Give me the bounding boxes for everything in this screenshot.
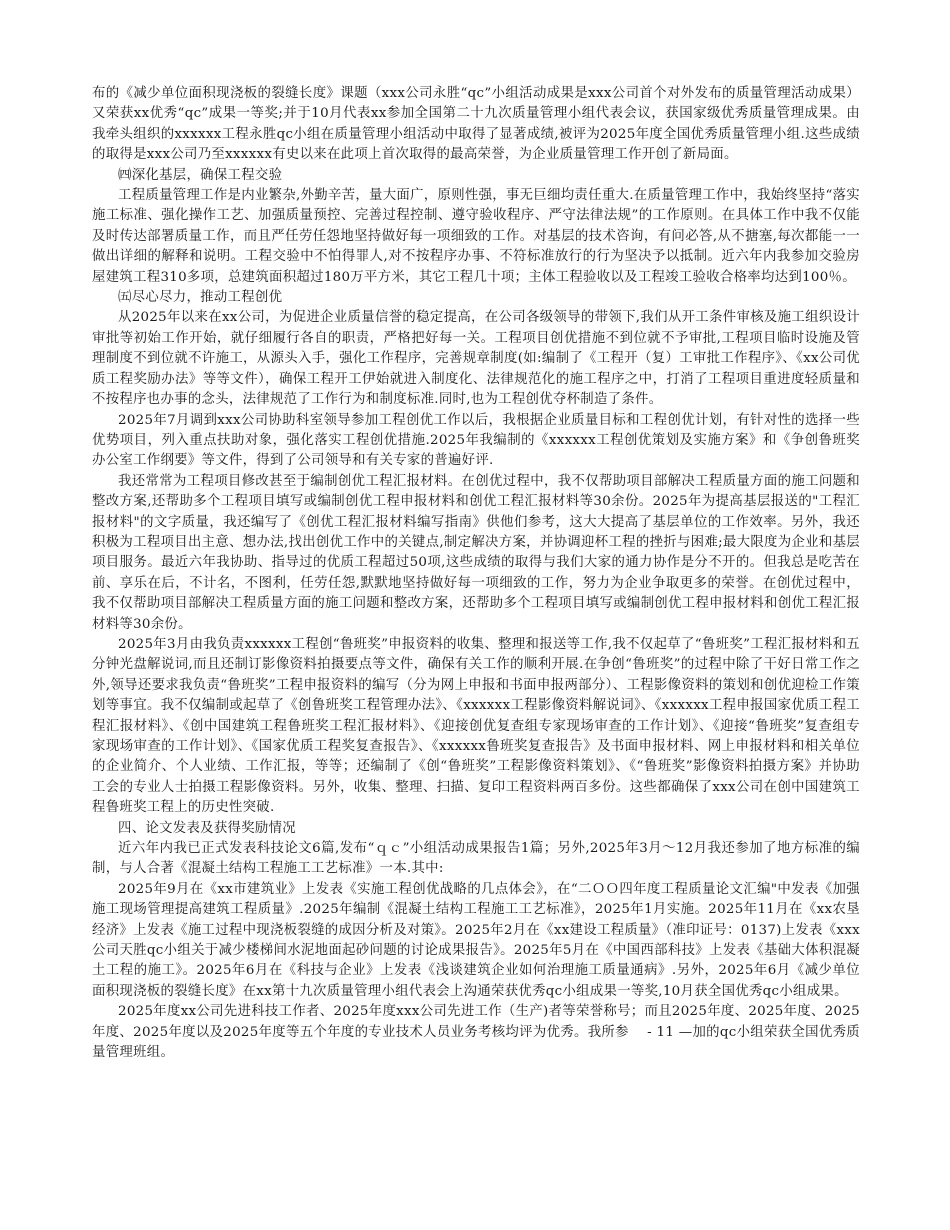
- section-heading-publications: 四、论文发表及获得奖励情况: [118, 820, 296, 836]
- paragraph-honors: 2025年度xx公司先进科技工作者、2025年度xxx公司先进工作（生产)者等荣誉称号；而且2025年度、2025年度、2025年度、2025年度以及2025年度等五个年度的专业技术人员业务考核均评为优秀。我所参 - 11 —加的qc小组荣获全国优秀质量管理班组。: [92, 1004, 860, 1061]
- section-heading-project-excellence: ㈤尽心尽力，推动工程创优: [118, 290, 283, 306]
- paragraph-approval-process: 从2025年以来在xx公司，为促进企业质量信誉的稳定提高，在公司各级领导的带领下,我们从开工条件审核及施工组织设计审批等初始工作开始，就仔细履行各自的职责，严格把好每一关。工程项目创优措施不到位就不予审批,工程项目临时设施及管理制度不到位就不许施工，从源头入手，强化工作程序，完善规章制度(如:编制了《工程开（复）工审批工作程序》、《xx公司优质工程奖励办法》等等文件），确保工程开工伊始就进入制度化、法律规范化的施工程序之中，打消了工程项目重进度轻质量和不按程序也办事的念头，法律规范了工作行为和制度标准.同时,也为工程创优夺杯制造了条件。: [92, 310, 860, 408]
- paragraph-publications-summary: 近六年内我已正式发表科技论文6篇,发布“ｑｃ”小组活动成果报告1篇；另外,2025年3月～12月我还参加了地方标准的编制，与人合著《混凝土结构工程施工工艺标准》一本.其中:: [92, 841, 860, 877]
- paragraph-publications-list: 2025年9月在《xx市建筑业》上发表《实施工程创优战略的几点体会》，在“二ＯＯ四年度工程质量论文汇编"中发表《加强施工现场管理提高建筑工程质量》.2025年编制《混凝土结构工程施工工艺标准》，2025年1月实施。2025年11月在《xx农垦经济》上发表《施工过程中现浇板裂缝的成因分析及对策》。2025年2月在《xx建设工程质量》（准印证号：0137)上发表《xxx公司天胜qc小组关于减少楼梯间水泥地面起砂问题的讨论成果报告》。2025年5月在《中国西部科技》上发表《基础大体积混凝土工程的施工》。2025年6月在《科技与企业》上发表《浅谈建筑企业如何治理施工质量通病》.另外，2025年6月《减少单位面积现浇板的裂缝长度》在xx第十九次质量管理小组代表会上沟通荣获优秀qc小组成果一等奖,10月获全国优秀qc小组成果。: [92, 881, 860, 999]
- paragraph-quality-inspection: 工程质量管理工作是内业繁杂,外勤辛苦，量大面广，原则性强，事无巨细均责任重大.在质量管理工作中，我始终坚持“落实施工标准、强化操作工艺、加强质量预控、完善过程控制、遵守验收程序、严守法律法规”的工作原则。在具体工作中我不仅能及时传达部署质量工作，而且严任劳任怨地坚持做好每一项细致的工作。对基层的技术咨询，有问必答,从不搪塞,每次都能一一做出详细的解释和说明。工程交验中不怕得罪人,对不按程序办事、不符标准放行的行为坚决予以抵制。近六年内我参加交验房屋建筑工程310多项，总建筑面积超过180万平方米，其它工程几十项；主体工程验收以及工程竣工验收合格率均达到100％。: [92, 188, 860, 285]
- section-heading-deepen-grassroots: ㈣深化基层，确保工程交验: [118, 167, 283, 183]
- paragraph-report-materials: 我还常常为工程项目修改甚至于编制创优工程汇报材料。在创优过程中，我不仅帮助项目部解决工程质量方面的施工问题和整改方案,还帮助多个工程项目填写或编制创优工程申报材料和创优工程汇报材料等30余份。2025年为提高基层报送的"工程汇报材料"的文字质量，我还编写了《创优工程汇报材料编写指南》供他们参考，这大大提高了基层单位的工作效率。另外，我还积极为工程项目出主意、想办法,找出创优工作中的关键点,制定解决方案，并协调迎杯工程的挫折与困难;最大限度为企业和基层项目服务。最近六年我协助、指导过的优质工程超过50项,这些成绩的取得与我们大家的通力协作是分不开的。但我总是吃苦在前、享乐在后，不计名，不图利，任劳任怨,默默地坚持做好每一项细致的工作，努力为企业争取更多的荣誉。在创优过程中，我不仅帮助项目部解决工程质量方面的施工问题和整改方案，还帮助多个工程项目填写或编制创优工程申报材料和创优工程汇报材料等30余份。: [92, 473, 860, 632]
- paragraph-luban-award: 2025年3月由我负责xxxxxx工程创“鲁班奖”申报资料的收集、整理和报送等工作,我不仅起草了“鲁班奖”工程汇报材料和五分钟光盘解说词,而且还制订影像资料拍摄要点等文件，确保有关工作的顺利开展.在争创“鲁班奖”的过程中除了干好日常工作之外,领导还要求我负责“鲁班奖”工程申报资料的编写（分为网上申报和书面申报两部分）、工程影像资料的策划和创优迎检工作策划等事宜。我不仅编制或起草了《创鲁班奖工程管理办法》、《xxxxxx工程影像资料解说词》、《xxxxxx工程申报国家优质工程工程汇报材料》、《创中国建筑工程鲁班奖工程汇报材料》、《迎接创优复查组专家现场审查的工作计划》、《迎接“鲁班奖”复查组专家现场审查的工作计划》、《国家优质工程奖复查报告》、《xxxxxx鲁班奖复查报告》及书面申报材料、网上申报材料和相关单位的企业简介、个人业绩、工作汇报，等等；还编制了《创“鲁班奖”工程影像资料策划》、《“鲁班奖”影像资料拍摄方案》并协助工会的专业人士拍摄工程影像资料。另外，收集、整理、扫描、复印工程资料两百多份。这些都确保了xxx公司在创中国建筑工程鲁班奖工程上的历史性突破.: [92, 636, 860, 816]
- paragraph-qc-achievements: 布的《减少单位面积现浇板的裂缝长度》课题（xxx公司永胜“qc”小组活动成果是xxx公司首个对外发布的质量管理活动成果）又荣获xx优秀“qc”成果一等奖;并于10月代表xx参加全国第二十九次质量管理小组代表会议，获国家级优秀质量管理成果。由我牵头组织的xxxxxx工程永胜qc小组在质量管理小组活动中取得了显著成绩,被评为2025年度全国优秀质量管理小组.这些成绩的取得是xxx公司乃至xxxxxx有史以来在此项上首次取得的最高荣誉，为企业质量管理工作开创了新局面。: [92, 86, 860, 163]
- document-page: [92, 84, 860, 1064]
- paragraph-excellence-plan: 2025年7月调到xxx公司协助科室领导参加工程创优工作以后，我根据企业质量目标和工程创优计划，有针对性的选择一些优势项目，列入重点扶助对象，强化落实工程创优措施.2025年我编制的《xxxxxx工程创优策划及实施方案》和《争创鲁班奖办公室工作纲要》等文件，得到了公司领导和有关专家的普遍好评.: [92, 412, 860, 469]
